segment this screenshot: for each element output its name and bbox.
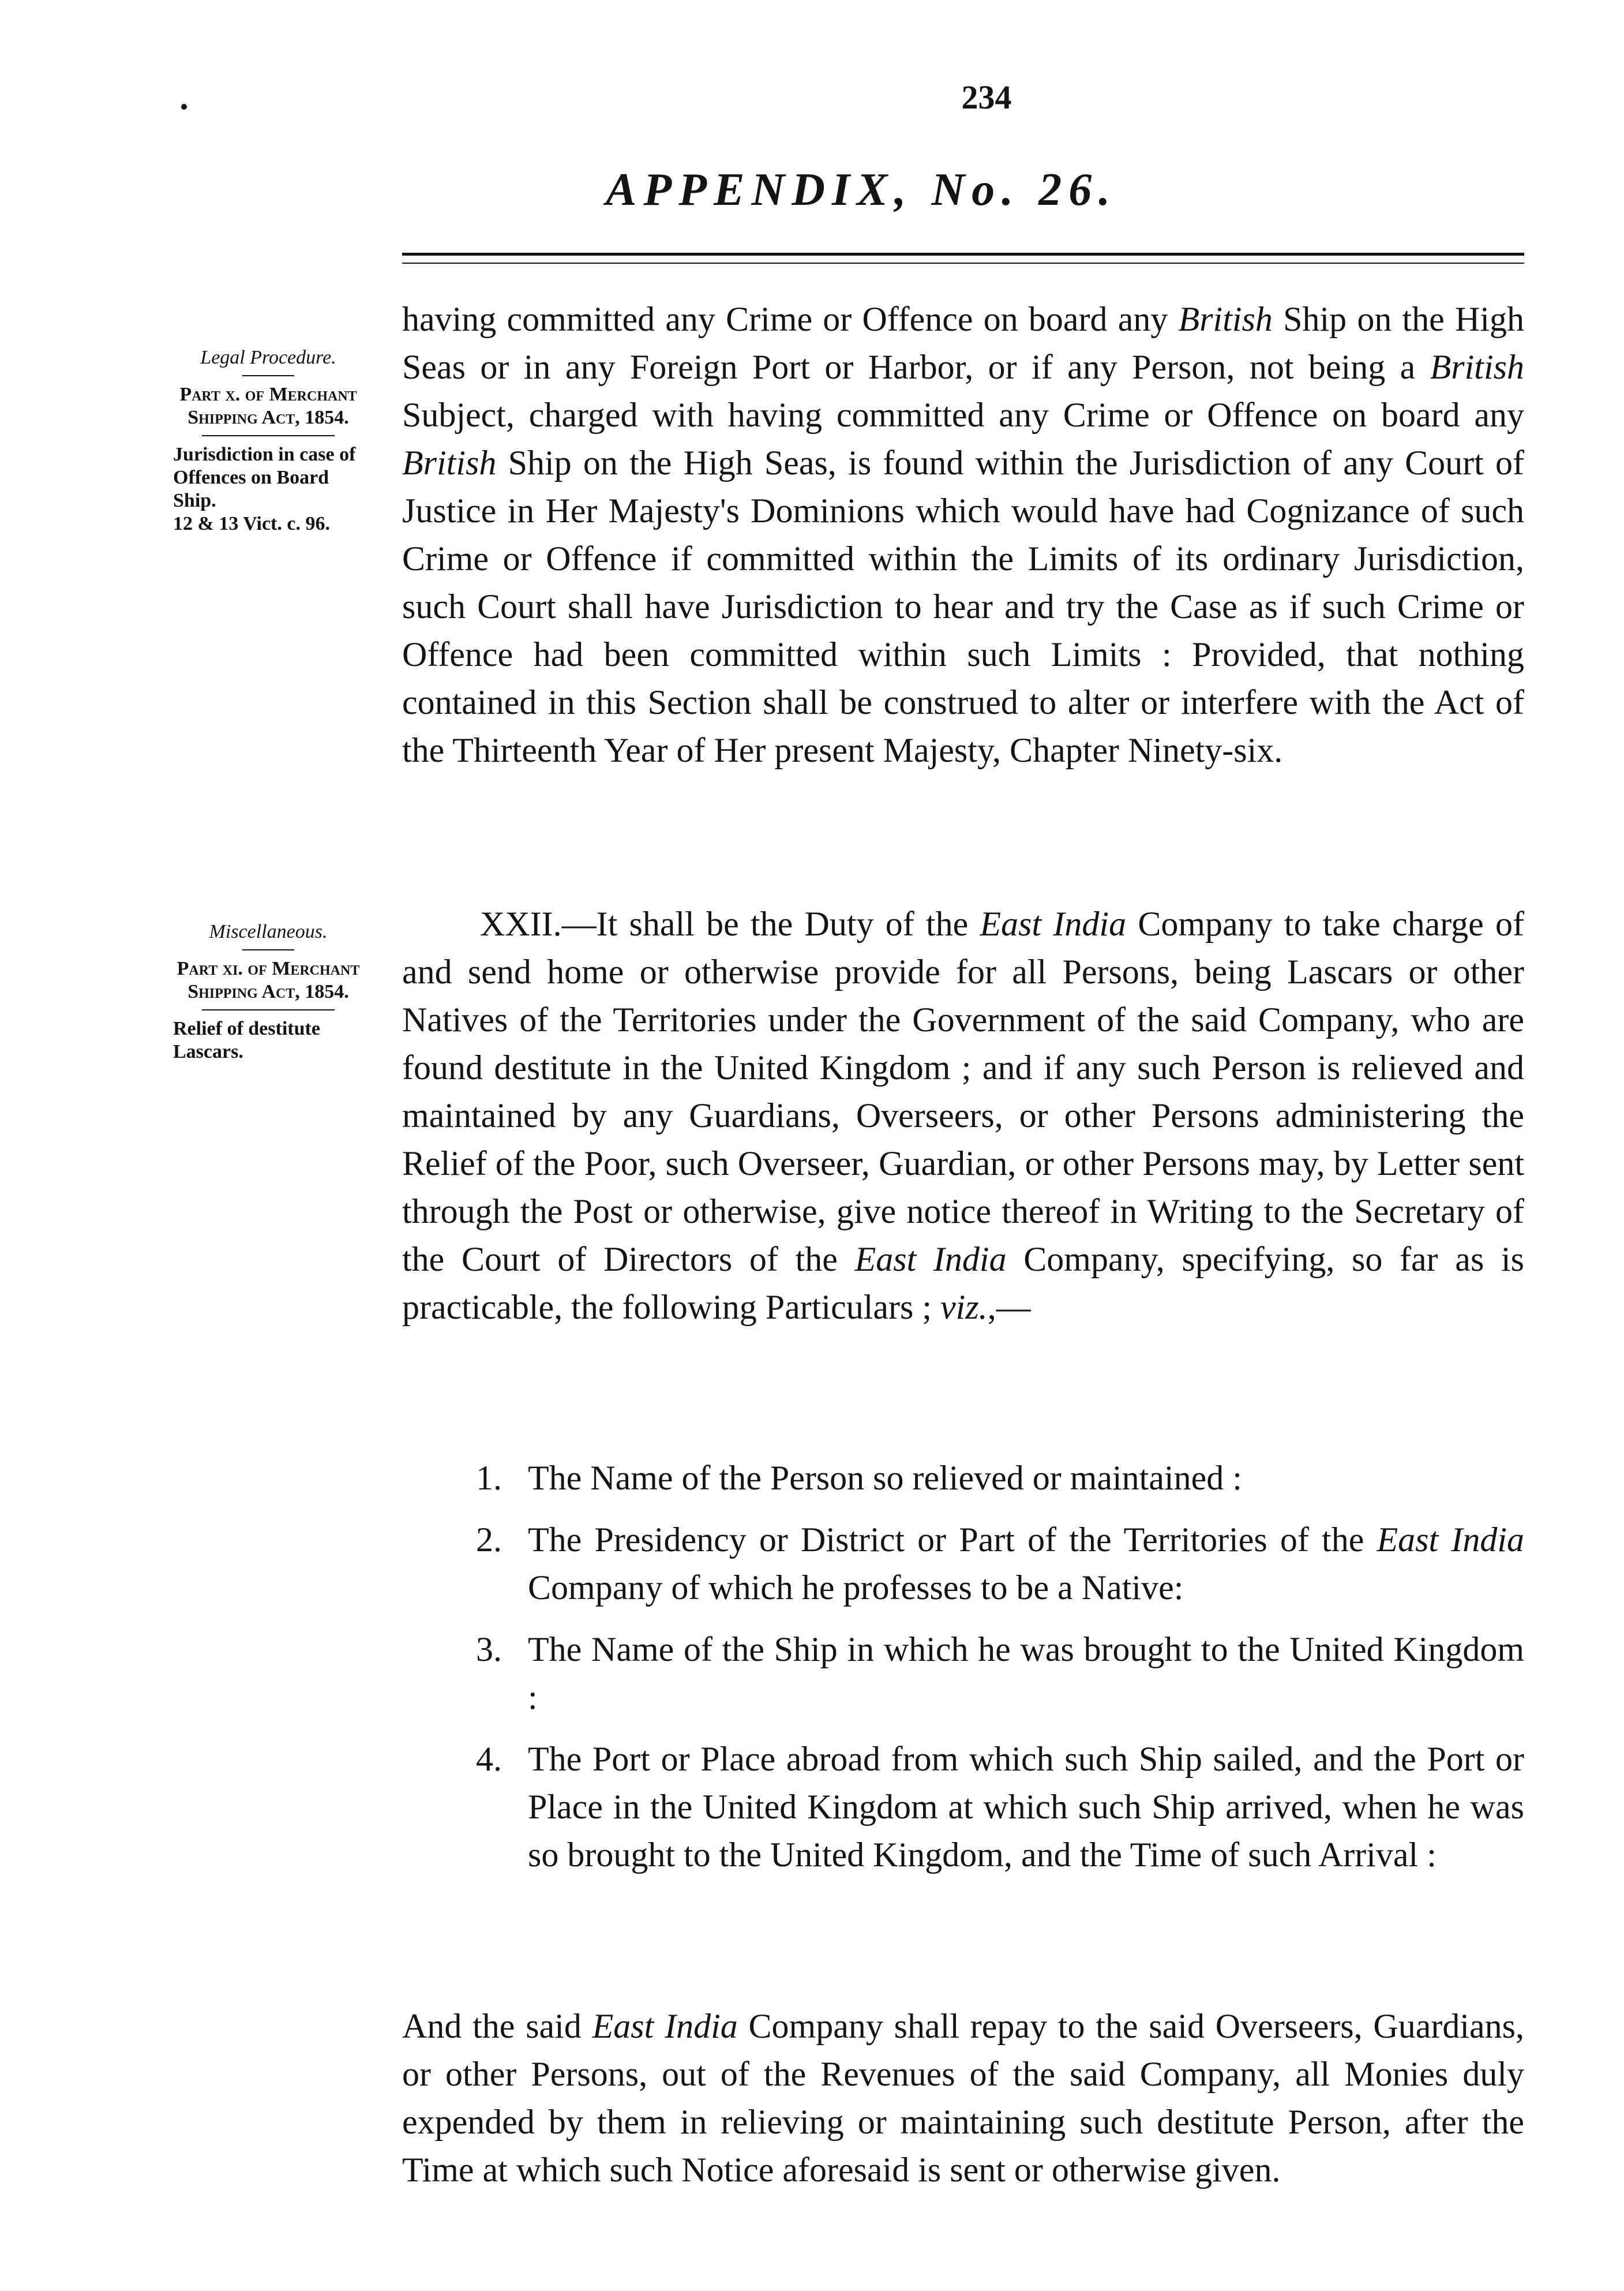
list-item-text: The Name of the Ship in which he was brought to the United Kingdom :: [528, 1630, 1524, 1716]
margin-heading-miscellaneous: Miscellaneous.: [209, 921, 328, 942]
italic-run: British: [1178, 300, 1273, 338]
text-run: Company shall repay to the said Overseers, Guardians, or other Persons, out of the Revenues of the said Company, all Monies duly expended by them in relieving or maintaining such destitute Person, after the Time at which such Notice aforesaid is sent or otherwise given.: [402, 2007, 1524, 2189]
margin-notes-misc: [173, 920, 363, 1064]
list-item-number: 4.: [476, 1740, 502, 1778]
list-item-text: [528, 1516, 1524, 1612]
list-item-text: The Name of the Person so relieved or maintained :: [528, 1459, 1242, 1497]
italic-run: British: [1430, 348, 1524, 386]
text-run: The Presidency or District or Part of the Territories of the: [528, 1521, 1377, 1559]
page-title: APPENDIX, No. 26.: [606, 164, 1117, 215]
margin-short-rule: [242, 949, 294, 950]
list-item-text: The Port or Place abroad from which such Ship sailed, and the Port or Place in the United Kingdom at which such Ship arrived, when he was so brought to the United Kingdom, and the Time of such Arrival :: [528, 1740, 1524, 1874]
list-item-number: 2.: [476, 1521, 502, 1559]
italic-run: viz.: [940, 1288, 988, 1326]
list-item: [476, 1454, 1524, 1502]
italic-run: East India: [592, 2007, 738, 2045]
text-run: Ship on the High Seas or in any Foreign Port or Harbor, or if any Person, not being a: [402, 300, 1525, 386]
text-run: Ship on the High Seas, is found within the Jurisdiction of any Court of Justice in Her Majesty's Dominions which would have had Cognizance of such Crime or Offence if committed within the Limits of its ordinary Jurisdiction, such Court shall have Jurisdiction to hear and try the Case as if such Crime or Offence had been committed within such Limits : Provided, that nothing contained in this Section shall be construed to alter or interfere with the Act of the Thirteenth Year of Her present Majesty, Chapter Ninety-six.: [402, 444, 1524, 769]
header-rule-thick: [402, 253, 1524, 256]
margin-ref-part-xi: Part xi. of Merchant Shipping Act, 1854.: [177, 958, 360, 1002]
margin-notes-legal: [173, 346, 363, 536]
list-item: [476, 1735, 1524, 1879]
paragraph-2: [402, 900, 1524, 1331]
italic-run: British: [402, 444, 497, 482]
list-item-number: 3.: [476, 1630, 502, 1668]
stray-dot: [181, 104, 187, 110]
margin-ref-part-x: Part x. of Merchant Shipping Act, 1854.: [179, 384, 357, 428]
page-number: 234: [961, 78, 1012, 116]
margin-note-jurisdiction: Jurisdiction in case of Offences on Board Ship.: [173, 444, 356, 511]
paragraph-1: [402, 295, 1524, 774]
text-run: And the said: [402, 2007, 592, 2045]
text-run: XXII.—It shall be the Duty of the: [480, 905, 980, 943]
margin-rule: [202, 435, 335, 436]
text-run: Company of which he professes to be a Native:: [528, 1568, 1184, 1607]
italic-run: East India: [1377, 1521, 1524, 1559]
text-run: Company to take charge of and send home or otherwise provide for all Persons, being Lascars or other Natives of the Territories under the Government of the said Company, who are found destitute in the United Kingdom ; and if any such Person is relieved and maintained by any Guardians, Overseers, or other Persons administering the Relief of the Poor, such Overseer, Guardian, or other Persons may, by Letter sent through the Post or otherwise, give notice thereof in Writing to the Secretary of the Court of Directors of the: [402, 905, 1524, 1278]
margin-heading-legal-procedure: Legal Procedure.: [200, 347, 336, 368]
text-run: ,—: [987, 1288, 1031, 1326]
text-run: Company, specifying, so far as is practicable, the following Particulars ;: [402, 1240, 1524, 1326]
list-item: [476, 1626, 1524, 1721]
italic-run: East India: [980, 905, 1127, 943]
list-item: [476, 1516, 1524, 1612]
margin-short-rule: [242, 375, 294, 376]
italic-run: East India: [854, 1240, 1007, 1278]
text-run: having committed any Crime or Offence on board any: [402, 300, 1179, 338]
margin-note-relief: Relief of destitute Lascars.: [173, 1018, 320, 1062]
list-item-number: 1.: [476, 1459, 502, 1497]
header-rule-thin: [402, 263, 1524, 264]
text-run: Subject, charged with having committed any Crime or Offence on board any: [402, 396, 1524, 434]
margin-rule: [202, 1009, 335, 1010]
paragraph-3: [402, 2002, 1524, 2194]
margin-note-statute: 12 & 13 Vict. c. 96.: [173, 513, 330, 534]
particulars-list: [476, 1454, 1524, 1893]
